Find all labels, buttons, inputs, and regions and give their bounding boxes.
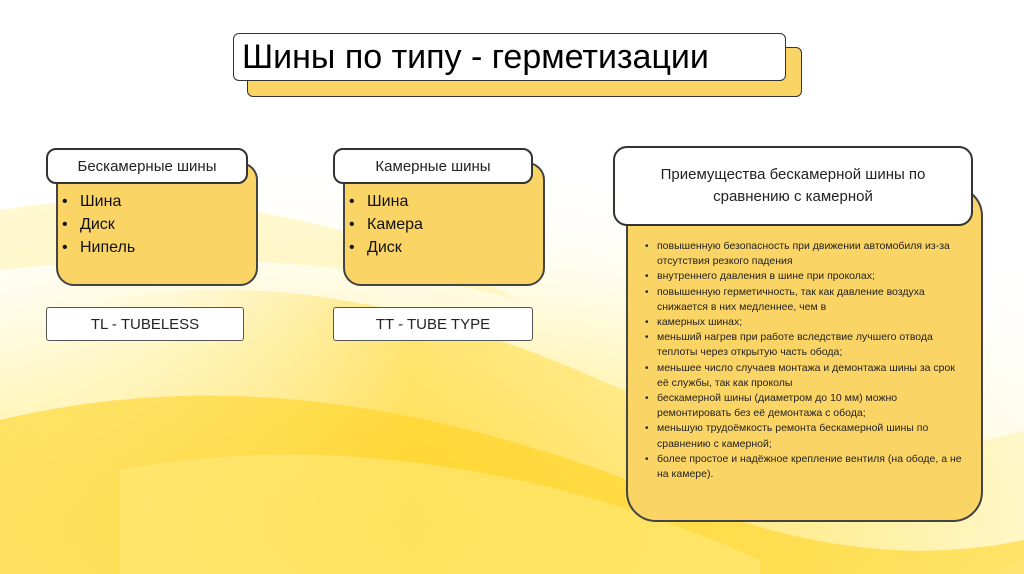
list-item: • бескамерной шины (диаметром до 10 мм) можно ремонтировать без её демонтажа с обода; bbox=[643, 391, 963, 421]
tubeless-list bbox=[58, 190, 135, 259]
list-item: • Диск bbox=[345, 236, 423, 259]
list-item: • меньший нагрев при работе вследствие лучшего отвода теплоты через открытую часть обода; bbox=[643, 330, 963, 360]
list-item: • внутреннего давления в шине при проколах; bbox=[643, 269, 963, 284]
tubeless-panel bbox=[46, 148, 260, 290]
title-block bbox=[233, 33, 803, 97]
list-item: • Шина bbox=[58, 190, 135, 213]
tube-code-label: TT - TUBE TYPE bbox=[333, 307, 533, 341]
tube-list bbox=[345, 190, 423, 259]
list-item: • повышенную безопасность при движении автомобиля из-за отсутствия резкого падения bbox=[643, 239, 963, 269]
list-item: • Шина bbox=[345, 190, 423, 213]
list-item: • более простое и надёжное крепление вентиля (на ободе, а не на камере). bbox=[643, 452, 963, 482]
list-item: • меньшую трудоёмкость ремонта бескамерной шины по сравнению с камерной; bbox=[643, 421, 963, 451]
tube-header: Камерные шины bbox=[333, 148, 533, 184]
tubeless-code-label: TL - TUBELESS bbox=[46, 307, 244, 341]
list-item: • Камера bbox=[345, 213, 423, 236]
tubeless-header: Бескамерные шины bbox=[46, 148, 248, 184]
tube-panel bbox=[333, 148, 547, 290]
advantages-panel bbox=[613, 146, 983, 522]
list-item: • Диск bbox=[58, 213, 135, 236]
advantages-list bbox=[643, 239, 963, 482]
list-item: • повышенную герметичность, так как давление воздуха снижается в них медленнее, чем в bbox=[643, 285, 963, 315]
page-title: Шины по типу - герметизации bbox=[233, 33, 786, 81]
list-item: • камерных шинах; bbox=[643, 315, 963, 330]
list-item: • Нипель bbox=[58, 236, 135, 259]
list-item: • меньшее число случаев монтажа и демонтажа шины за срок её службы, так как проколы bbox=[643, 361, 963, 391]
advantages-header: Приемущества бескамерной шины по сравнению с камерной bbox=[613, 146, 973, 226]
